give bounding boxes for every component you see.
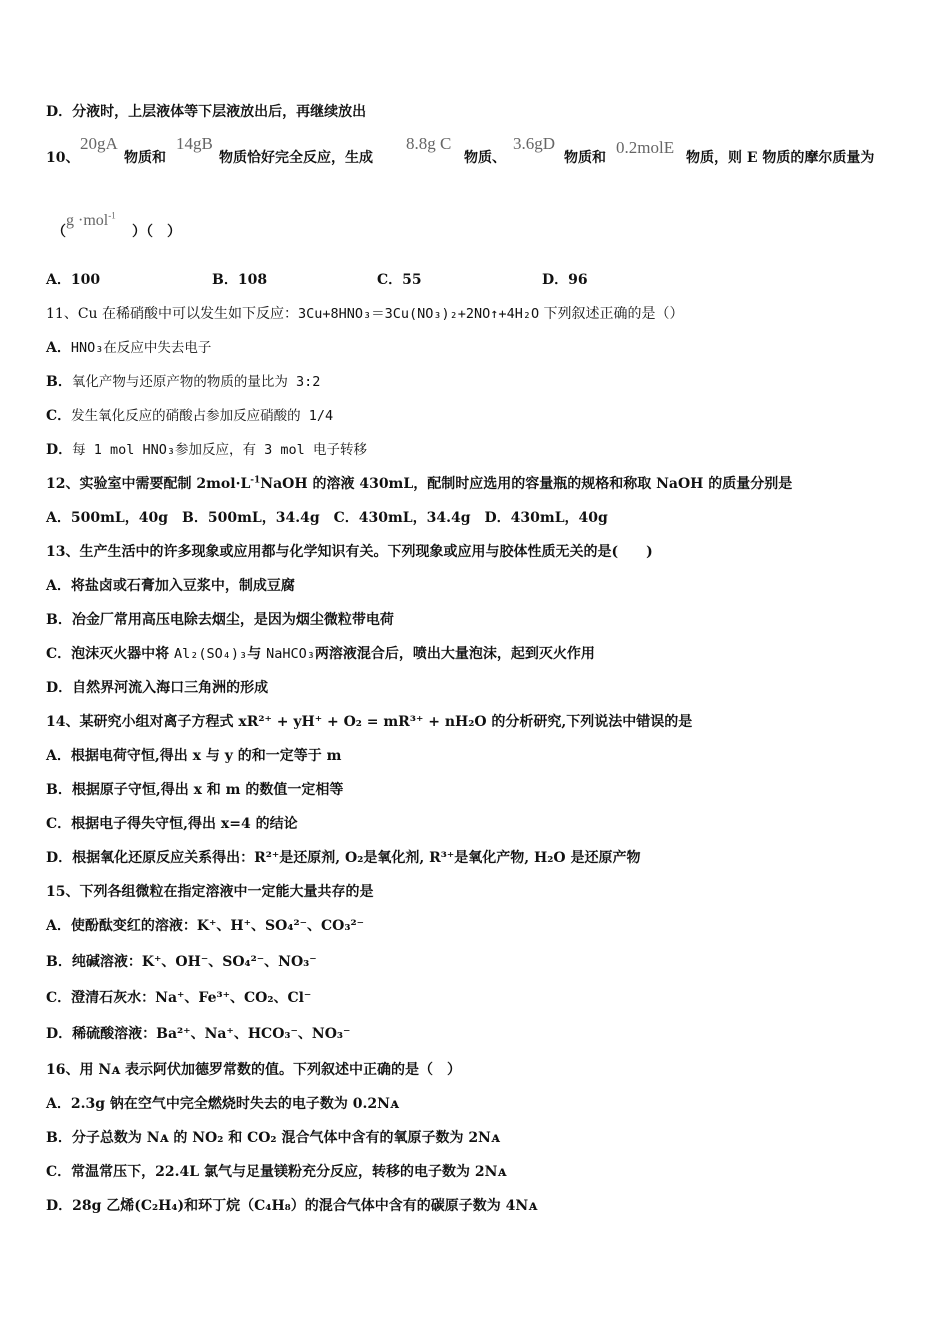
q15-stem: 15、下列各组微粒在指定溶液中一定能大量共存的是 — [46, 884, 374, 900]
q10-formula-14gB: 14gB — [176, 134, 213, 153]
q14-option-a: A．根据电荷守恒,得出 x 与 y 的和一定等于 m — [46, 748, 342, 764]
q13-option-a: A．将盐卤或石膏加入豆浆中，制成豆腐 — [46, 578, 295, 594]
q15-option-d: D．稀硫酸溶液：Ba²⁺、Na⁺、HCO₃⁻、NO₃⁻ — [46, 1026, 351, 1042]
q10-unit-close: ）（ ） — [132, 224, 181, 240]
q10-formula-20gA: 20gA — [80, 134, 118, 153]
q16-option-a: A．2.3g 钠在空气中完全燃烧时失去的电子数为 0.2Nᴀ — [46, 1096, 399, 1112]
q13-option-c: C．泡沫灭火器中将 Al₂(SO₄)₃与 NaHCO₃两溶液混合后，喷出大量泡沫，起到灭火作用 — [46, 646, 595, 662]
q10-text-3: 物质、 — [464, 150, 506, 166]
q11-option-b: B．氧化产物与还原产物的物质的量比为 3:2 — [46, 374, 321, 390]
q11-option-a: A．HNO₃在反应中失去电子 — [46, 340, 212, 356]
q10-formula-3.6gD: 3.6gD — [513, 134, 556, 153]
q10-formula-8.8gC: 8.8g C — [406, 134, 452, 153]
q10-text-2: 物质恰好完全反应，生成 — [219, 150, 373, 166]
q14-option-b: B．根据原子守恒,得出 x 和 m 的数值一定相等 — [46, 782, 344, 798]
q14-option-c: C．根据电子得失守恒,得出 x=4 的结论 — [46, 816, 298, 832]
q10-option-d: D．96 — [542, 272, 588, 288]
q9-option-d: D．分液时，上层液体等下层液放出后，再继续放出 — [46, 104, 367, 120]
q11-option-d: D．每 1 mol HNO₃参加反应，有 3 mol 电子转移 — [46, 442, 367, 458]
q14-stem: 14、某研究小组对离子方程式 xR²⁺ + yH⁺ + O₂ = mR³⁺ + nH₂O 的分析研究,下列说法中错误的是 — [46, 714, 693, 730]
q10-text-5: 物质，则 E 物质的摩尔质量为 — [686, 150, 875, 166]
q11-option-c: C．发生氧化反应的硝酸占参加反应硝酸的 1/4 — [46, 408, 334, 424]
q16-option-d: D．28g 乙烯(C₂H₄)和环丁烷（C₄H₈）的混合气体中含有的碳原子数为 4Nᴀ — [46, 1198, 538, 1214]
q15-option-b: B．纯碱溶液：K⁺、OH⁻、SO₄²⁻、NO₃⁻ — [46, 954, 317, 970]
q10-unit-open: （ — [52, 224, 66, 240]
q10-text-1: 物质和 — [124, 150, 166, 166]
q10-option-c: C．55 — [377, 272, 422, 288]
q13-stem: 13、生产生活中的许多现象或应用都与化学知识有关。下列现象或应用与胶体性质无关的是( ) — [46, 544, 653, 560]
q11-equation: 3Cu+8HNO₃＝3Cu(NO₃)₂+2NO↑+4H₂O — [298, 306, 540, 322]
q10-unit: g ·mol$^{-1}$ — [66, 210, 116, 229]
q15-option-c: C．澄清石灰水：Na⁺、Fe³⁺、CO₂、Cl⁻ — [46, 990, 312, 1006]
q10-number: 10、 — [46, 150, 80, 166]
q10-unit-superscript: -1 — [108, 210, 116, 221]
q16-option-c: C．常温常压下，22.4L 氯气与足量镁粉充分反应，转移的电子数为 2Nᴀ — [46, 1164, 507, 1180]
q13-option-d: D．自然界河流入海口三角洲的形成 — [46, 680, 269, 696]
q15-option-a: A．使酚酞变红的溶液：K⁺、H⁺、SO₄²⁻、CO₃²⁻ — [46, 918, 364, 934]
q12-stem: 12、实验室中需要配制 $2mol\cdot L^{-1}NaOH$ 的溶液 430mL，配制时应选用的容量瓶的规格和称取 NaOH 的质量分别是 — [46, 475, 793, 492]
q10-option-b: B．108 — [212, 272, 268, 288]
q14-option-d: D．根据氧化还原反应关系得出：R²⁺是还原剂, O₂是氧化剂, R³⁺是氧化产物, H₂O 是还原产物 — [46, 850, 641, 866]
q10-option-a: A．100 — [46, 272, 101, 288]
q11-stem: 11、Cu 在稀硝酸中可以发生如下反应：3Cu+8HNO₃＝3Cu(NO₃)₂+2NO↑+4H₂O 下列叙述正确的是（） — [46, 306, 684, 322]
q16-stem: 16、用 Nᴀ 表示阿伏加德罗常数的值。下列叙述中正确的是（ ） — [46, 1062, 462, 1078]
q16-option-b: B．分子总数为 Nᴀ 的 NO₂ 和 CO₂ 混合气体中含有的氧原子数为 2Nᴀ — [46, 1130, 500, 1146]
q13-option-b: B．冶金厂常用高压电除去烟尘，是因为烟尘微粒带电荷 — [46, 612, 394, 628]
q10-text-4: 物质和 — [564, 150, 606, 166]
q10-formula-0.2molE: 0.2molE — [616, 138, 675, 157]
q12-options: A．500mL，40g B．500mL，34.4g C．430mL，34.4g D．430mL，40g — [46, 510, 608, 526]
